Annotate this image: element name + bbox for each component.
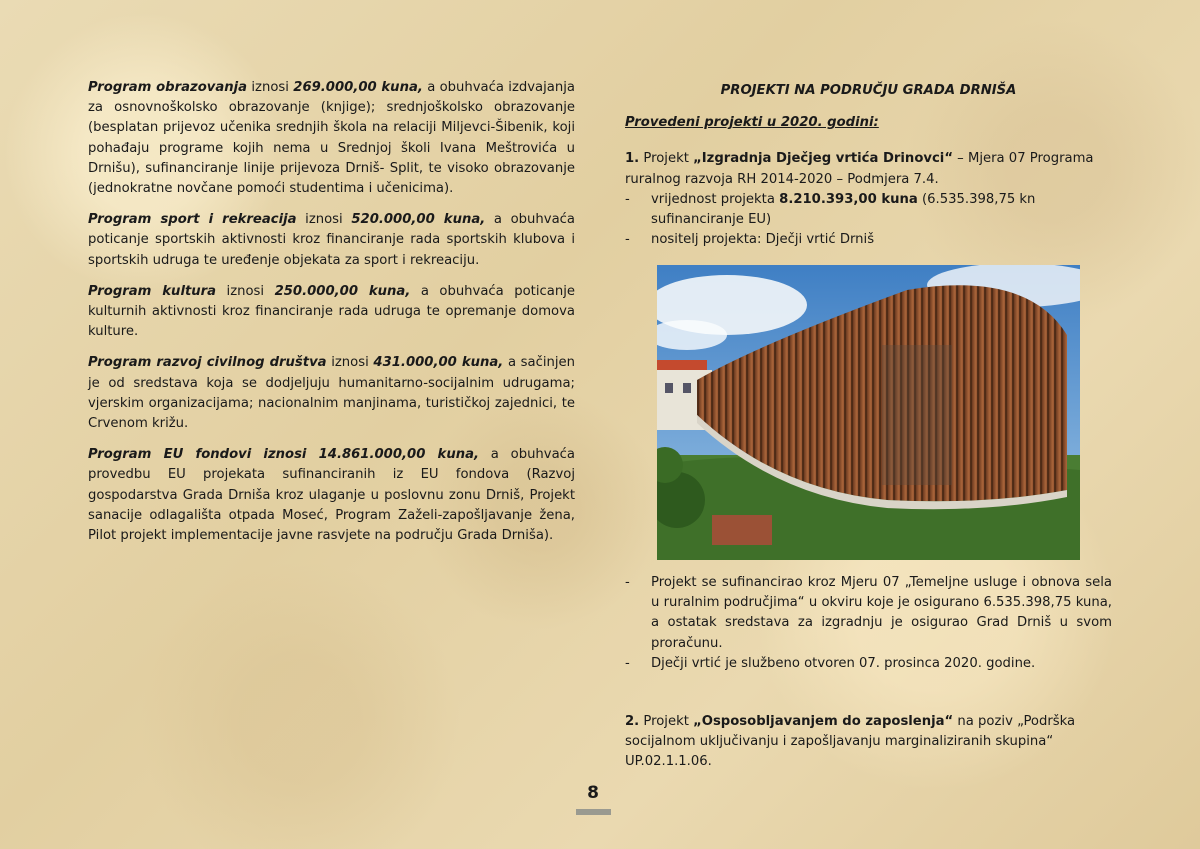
paragraph-civilno-drustvo bbox=[88, 353, 575, 434]
text: a obuhvaća poticanje kulturnih aktivnosti kroz financiranje rada udruga te opremanje domova kulture. bbox=[88, 283, 575, 340]
text: iznosi bbox=[247, 80, 294, 95]
program-title: Program EU fondovi iznosi 14.861.000,00 kuna, bbox=[88, 447, 480, 463]
text: vrijednost projekta bbox=[651, 191, 780, 207]
program-title: Program razvoj civilnog društva bbox=[88, 355, 327, 371]
program-title: Program sport i rekreacija bbox=[88, 212, 297, 228]
text: (6.535.398,75 kn sufinanciranje EU) bbox=[651, 191, 1036, 228]
project-value: 8.210.393,00 kuna bbox=[779, 191, 918, 207]
project-name: „Osposobljavanjem do zaposlenja“ bbox=[693, 714, 954, 729]
project-number: 1. bbox=[625, 151, 640, 167]
text: na poziv „Podrška socijalnom uključivanju i zapošljavanju marginaliziranih skupina“ UP.02.1.1.06. bbox=[625, 714, 1076, 770]
section-subheading: Provedeni projekti u 2020. godini: bbox=[625, 115, 879, 131]
text: – Mjera 07 Programa ruralnog razvoja RH 2014-2020 – Podmjera 7.4. bbox=[625, 151, 1094, 187]
text: a sačinjen je od sredstava koja se dodjeljuju humanitarno-socijalnim udrugama; vjerskim organizacijama; nacionalnim manjinama, turističkoj zajednici, te Crvenom križu. bbox=[88, 355, 576, 432]
text: Projekt bbox=[639, 151, 694, 167]
text: iznosi bbox=[216, 283, 275, 299]
text: a obuhvaća provedbu EU projekata sufinanciranih iz EU fondova (Razvoj gospodarstva Grada Drniša kroz ulaganje u poslovnu zonu Drniš, Projekt sanacije odlagališta otpada Moseć, Program Zaželi-zapošljavanje žena, Pilot projekt implementacije javne rasvjete na području Grada Drniša). bbox=[88, 447, 576, 544]
list-item bbox=[625, 190, 1112, 230]
list-item: - nositelj projekta: Dječji vrtić Drniš bbox=[625, 230, 1112, 250]
kindergarten-photo bbox=[657, 265, 1080, 560]
list-item: - Projekt se sufinancirao kroz Mjeru 07 „Temeljne usluge i obnova sela u ruralnim područjima“ u okviru koje je osigurano 6.535.398,75 kuna, a ostatak sredstava za izgradnju je osigurao Grad Drniš u svom proračunu. bbox=[625, 573, 1112, 654]
text: a obuhvaća poticanje sportskih aktivnosti kroz financiranje rada sportskih klubova i sportskih udruga te uređenje objekata za sport i rekreaciju. bbox=[88, 212, 575, 268]
project-2-heading bbox=[625, 712, 1112, 773]
text: Projekt bbox=[639, 714, 694, 729]
project-1-heading bbox=[625, 149, 1112, 189]
project-number: 2. bbox=[625, 714, 640, 729]
list-item: - Dječji vrtić je službeno otvoren 07. prosinca 2020. godine. bbox=[625, 654, 1112, 674]
text: iznosi bbox=[296, 212, 352, 228]
program-amount: 250.000,00 kuna, bbox=[274, 283, 411, 299]
project-1-notes bbox=[625, 573, 1112, 674]
text: a obuhvaća izdvajanja za osnovnoškolsko obrazovanje (knjige); srednjoškolsko obrazovanje (besplatan prijevoz učenika srednjih škola na relaciji Miljevci-Šibenik, koji pohađaju programe kojih nema u Srednjoj školi Ivana Meštrovića u Drnišu), sufinanciranje linije prijevoza Drniš- Split, te visoko obrazovanje (jednokratne novčane pomoći studentima i učenicima). bbox=[88, 80, 575, 197]
paragraph-kultura bbox=[88, 282, 575, 343]
project-name: „Izgradnja Dječjeg vrtića Drinovci“ bbox=[693, 151, 953, 167]
left-column bbox=[88, 78, 575, 557]
paragraph-eu-fondovi bbox=[88, 445, 575, 546]
program-title: Program obrazovanja bbox=[88, 80, 248, 95]
paragraph-obrazovanje bbox=[88, 78, 575, 199]
page-number: 8 bbox=[587, 783, 599, 803]
page-number-bar bbox=[576, 809, 611, 815]
program-title: Program kultura bbox=[88, 283, 217, 299]
program-amount: 520.000,00 kuna, bbox=[351, 212, 486, 228]
program-amount: 431.000,00 kuna, bbox=[373, 355, 504, 371]
project-1-details bbox=[625, 190, 1112, 251]
right-column bbox=[625, 78, 1112, 250]
program-amount: 269.000,00 kuna, bbox=[293, 80, 423, 95]
paragraph-sport bbox=[88, 210, 575, 271]
section-title: PROJEKTI NA PODRUČJU GRADA DRNIŠA bbox=[720, 83, 1017, 98]
text: iznosi bbox=[326, 355, 374, 371]
